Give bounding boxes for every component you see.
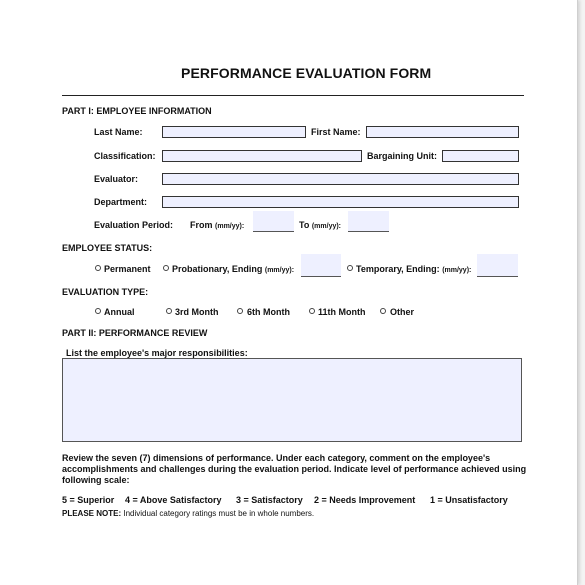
probationary-date-format: (mm/yy): <box>264 267 295 274</box>
please-note <box>62 509 314 518</box>
scale-above-satisfactory: 4 = Above Satisfactory <box>125 495 222 505</box>
first-name-field[interactable] <box>366 126 519 138</box>
department-label: Department: <box>94 197 148 207</box>
form-title: PERFORMANCE EVALUATION FORM <box>181 65 432 81</box>
title-divider <box>62 95 524 96</box>
permanent-radio[interactable] <box>95 265 101 271</box>
eleventh-month-label: 11th Month <box>318 307 366 317</box>
last-name-field[interactable] <box>162 126 306 138</box>
probationary-radio[interactable] <box>163 265 169 271</box>
scale-superior: 5 = Superior <box>62 495 115 505</box>
annual-radio[interactable] <box>95 308 101 314</box>
annual-label: Annual <box>104 307 135 317</box>
eleventh-month-radio[interactable] <box>309 308 315 314</box>
part2-heading: PART II: PERFORMANCE REVIEW <box>62 328 208 338</box>
responsibilities-textarea[interactable] <box>62 358 522 442</box>
employee-status-heading: EMPLOYEE STATUS: <box>62 243 153 253</box>
please-note-text: Individual category ratings must be in whole numbers. <box>123 509 315 518</box>
from-date-field[interactable] <box>253 211 294 232</box>
first-name-label: First Name: <box>311 127 361 137</box>
to-date-format: (mm/yy): <box>311 223 342 230</box>
temporary-label <box>356 264 471 274</box>
classification-label: Classification: <box>94 151 156 161</box>
from-label <box>190 220 244 230</box>
to-date-field[interactable] <box>348 211 389 232</box>
responsibilities-label: List the employee's major responsibilities: <box>66 348 248 358</box>
please-note-label: PLEASE NOTE: <box>62 509 122 518</box>
sixth-month-label: 6th Month <box>247 307 290 317</box>
to-text: To <box>299 220 310 230</box>
classification-field[interactable] <box>162 150 362 162</box>
department-field[interactable] <box>162 196 519 208</box>
temporary-radio[interactable] <box>347 265 353 271</box>
permanent-label: Permanent <box>104 264 151 274</box>
from-date-format: (mm/yy): <box>215 223 245 230</box>
probationary-label <box>172 264 294 274</box>
evaluator-field[interactable] <box>162 173 519 185</box>
third-month-label: 3rd Month <box>175 307 219 317</box>
sixth-month-radio[interactable] <box>237 308 243 314</box>
probationary-end-field[interactable] <box>301 254 341 277</box>
other-label: Other <box>390 307 415 317</box>
temporary-end-field[interactable] <box>477 254 518 277</box>
performance-instructions: Review the seven (7) dimensions of performance. Under each category, comment on the employee's accomplishments and challenges during the evaluation period. Indicate level of performance achieved using following scale: <box>62 453 527 485</box>
scale-needs-improvement: 2 = Needs Improvement <box>314 495 416 505</box>
evaluation-period-label: Evaluation Period: <box>94 220 174 230</box>
scale-unsatisfactory: 1 = Unsatisfactory <box>430 495 508 505</box>
probationary-text: Probationary, Ending <box>172 264 263 274</box>
evaluation-type-heading: EVALUATION TYPE: <box>62 287 149 297</box>
temporary-text: Temporary, Ending: <box>356 264 440 274</box>
evaluator-label: Evaluator: <box>94 174 139 184</box>
third-month-radio[interactable] <box>166 308 172 314</box>
temporary-date-format: (mm/yy): <box>442 267 472 274</box>
from-text: From <box>190 220 213 230</box>
other-radio[interactable] <box>380 308 386 314</box>
to-label <box>299 220 341 230</box>
bargaining-unit-field[interactable] <box>442 150 519 162</box>
scale-satisfactory: 3 = Satisfactory <box>236 495 303 505</box>
part1-heading: PART I: EMPLOYEE INFORMATION <box>62 106 212 116</box>
last-name-label: Last Name: <box>94 127 143 137</box>
bargaining-unit-label: Bargaining Unit: <box>367 151 437 161</box>
